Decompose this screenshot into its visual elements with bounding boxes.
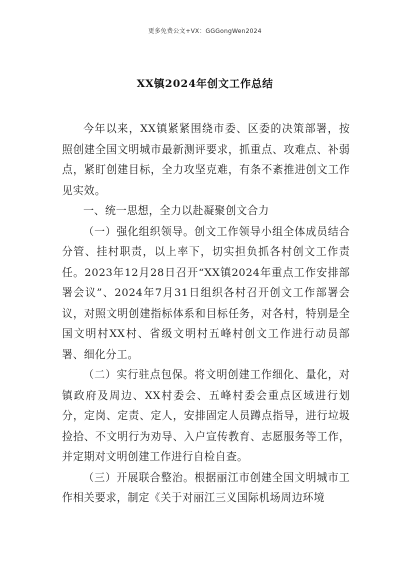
intro-paragraph: 今年以来，XX镇紧紧围绕市委、区委的决策部署，按照创建全国文明城市最新测评要求，抓重点、攻难点、补弱点，紧盯创建目标，全力攻坚克难，有条不紊推进创文工作见实效。 <box>62 123 350 197</box>
section-heading-1: 一、统一思想，全力以赴凝聚创文合力 <box>83 205 270 217</box>
paragraph-station: （二）实行驻点包保。将文明创建工作细化、量化，对镇政府及周边、XX村委会、五峰村委会重点区域进行划分，定岗、定责、定人，安排固定人员蹲点指导，进行垃圾捡拾、不文明行为劝导、入户宣传教育、志愿服务等工作，并定期对文明创建工作进行自检自查。 <box>62 369 350 463</box>
document-title: XX镇2024年创文工作总结 <box>136 78 274 90</box>
header-note: 更多免费公文+VX：GGGongWen2024 <box>148 28 262 35</box>
document-body <box>62 119 350 509</box>
paragraph-organization: （一）强化组织领导。创文工作领导小组全体成员结合分管、挂村职责，以上率下，切实担负抓各村创文工作责任。2023年12月28日召开“XX镇2024年重点工作安排部署会议”、2024年7月31日组织各村召开创文工作部署会议，对照文明创建指标体系和目标任务，对各村，特别是全国文明村XX村、省级文明村五峰村创文工作进行动员部署、细化分工。 <box>62 225 350 361</box>
paragraph-joint-rectification: （三）开展联合整治。根据丽江市创建全国文明城市工作相关要求，制定《关于对丽江三义国际机场周边环境 <box>62 471 350 504</box>
